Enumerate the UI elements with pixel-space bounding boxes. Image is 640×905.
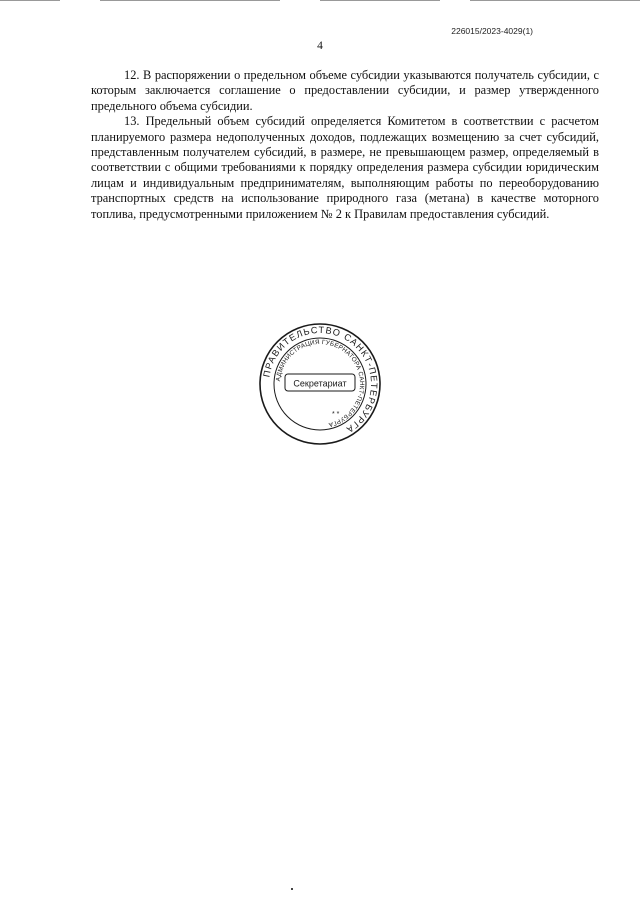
scan-edge-line <box>100 0 280 1</box>
document-body <box>91 68 599 222</box>
stamp-outer-text: ПРАВИТЕЛЬСТВО САНКТ-ПЕТЕРБУРГА <box>261 324 380 436</box>
scan-edge-line <box>320 0 440 1</box>
scan-edge-line <box>470 0 640 1</box>
official-stamp <box>258 322 382 446</box>
paragraph-13: 13. Предельный объем субсидий определяется Комитетом в соответствии с расчетом планируемого размера недополученных доходов, подлежащих возмещению за счет субсидий, представленным получателем субсидий, в размере, не превышающем размер, определяемый в соответствии с общими требованиями к порядку определения размера субсидии юридическим лицам и индивидуальным предпринимателям, выполняющим работы по переоборудованию транспортных средств на использование природного газа (метана) в качестве моторного топлива, предусмотренными приложением № 2 к Правилам предоставления субсидий. <box>91 114 599 221</box>
scan-artifact-dot <box>291 888 293 890</box>
scan-edge-line <box>0 0 60 1</box>
page-number: 4 <box>317 40 323 52</box>
stamp-stars: * * <box>332 411 340 418</box>
document-id: 226015/2023-4029(1) <box>451 26 533 36</box>
stamp-center-text: Секретариат <box>293 378 347 389</box>
stamp-inner-text: АДМИНИСТРАЦИЯ ГУБЕРНАТОРА САНКТ-ПЕТЕРБУРГА <box>275 338 366 429</box>
paragraph-12: 12. В распоряжении о предельном объеме субсидии указываются получатель субсидии, с которым заключается соглашение о предоставлении субсидии, и размер утвержденного предельного объема субсидии. <box>91 68 599 113</box>
